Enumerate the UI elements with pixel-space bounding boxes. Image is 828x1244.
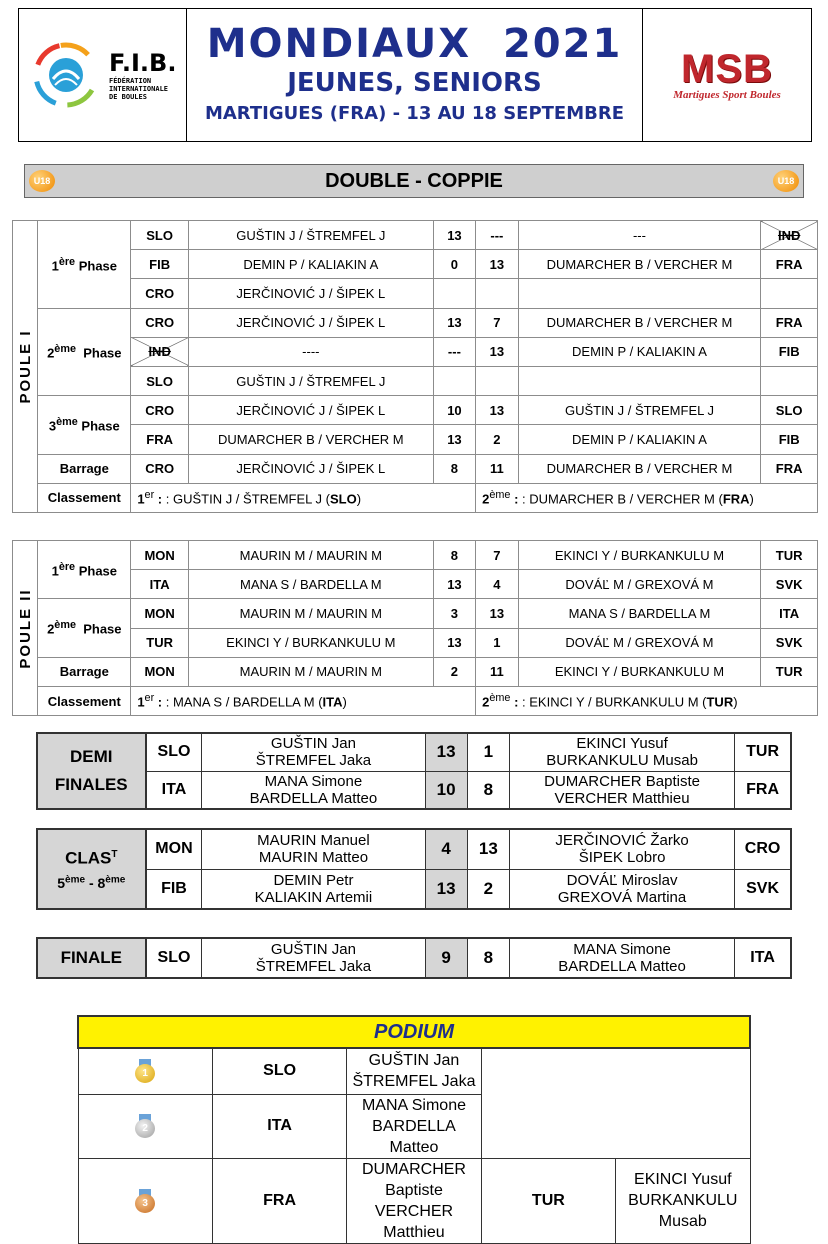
team-name: JERČINOVIĆ J / ŠIPEK L (188, 454, 433, 483)
msb-logo-text: MSB (681, 47, 773, 91)
score (476, 279, 518, 308)
country-code: ITA (212, 1094, 346, 1158)
score: 13 (433, 221, 475, 250)
table-row (13, 657, 818, 686)
country-code: MON (146, 829, 202, 869)
silver-medal-icon: 2 (78, 1094, 212, 1158)
table-row (13, 337, 818, 366)
classement-row (13, 483, 818, 512)
team-players: MAURIN Manuel MAURIN Matteo (202, 829, 425, 869)
phase-label: 2ème Phase (38, 599, 131, 657)
country-code: SLO (761, 396, 818, 425)
score: 7 (476, 541, 518, 570)
country-code: FIB (146, 869, 202, 909)
phase-label: 1ère Phase (38, 541, 131, 599)
table-row (37, 733, 791, 771)
fib-logo-sub: FÉDÉRATION (109, 77, 152, 85)
country-code: FIB (131, 250, 189, 279)
team-players: EKINCI Yusuf BURKANKULU Musab (616, 1158, 750, 1243)
team-name (518, 279, 761, 308)
classement-second: 2ème : : EKINCI Y / BURKANKULU M (TUR) (476, 686, 818, 715)
score: 8 (467, 771, 509, 809)
classement-label: Classement (38, 483, 131, 512)
team-players: GUŠTIN Jan ŠTREMFEL Jaka (347, 1048, 481, 1094)
country-code: SVK (761, 628, 818, 657)
table-row (37, 829, 791, 869)
msb-logo-sub: Martigues Sport Boules (673, 89, 781, 101)
msb-logo (643, 9, 811, 141)
country-code: FIB (761, 337, 818, 366)
country-code: CRO (131, 279, 189, 308)
u18-badge-icon: U18 (773, 170, 799, 192)
country-code: TUR (761, 541, 818, 570)
score: 13 (476, 599, 518, 628)
team-name: DOVÁĽ M / GREXOVÁ M (518, 628, 761, 657)
table-row (13, 221, 818, 250)
country-code: FRA (761, 250, 818, 279)
phase-label: 2ème Phase (38, 308, 131, 396)
barrage-label: Barrage (38, 657, 131, 686)
score: --- (476, 221, 518, 250)
team-players: MANA Simone BARDELLA Matteo (202, 771, 425, 809)
team-players: JERČINOVIĆ Žarko ŠIPEK Lobro (509, 829, 734, 869)
score: 13 (433, 425, 475, 454)
country-code: CRO (131, 396, 189, 425)
country-code: SLO (131, 366, 189, 395)
team-name: GUŠTIN J / ŠTREMFEL J (188, 366, 433, 395)
team-players: MANA Simone BARDELLA Matteo (347, 1094, 481, 1158)
score: 10 (425, 771, 467, 809)
table-row (13, 396, 818, 425)
country-code: MON (131, 541, 189, 570)
team-name: MAURIN M / MAURIN M (188, 657, 433, 686)
team-name: DEMIN P / KALIAKIN A (518, 425, 761, 454)
demi-finales-table (36, 732, 792, 810)
score: 11 (476, 657, 518, 686)
header (18, 8, 812, 142)
score (433, 366, 475, 395)
score: 3 (433, 599, 475, 628)
team-name: DEMIN P / KALIAKIN A (188, 250, 433, 279)
score: 10 (433, 396, 475, 425)
demi-finales-label: DEMI FINALES (37, 733, 146, 809)
finale-table (36, 937, 792, 979)
country-code: SVK (735, 869, 791, 909)
gold-medal-icon: 1 (78, 1048, 212, 1094)
country-code: FRA (212, 1158, 346, 1243)
score: 4 (425, 829, 467, 869)
poule-2-table (12, 540, 818, 716)
team-players: MANA Simone BARDELLA Matteo (509, 938, 734, 978)
table-row (37, 938, 791, 978)
score: 13 (425, 869, 467, 909)
score: 13 (476, 396, 518, 425)
score: 13 (467, 829, 509, 869)
table-row (13, 250, 818, 279)
team-players: DEMIN Petr KALIAKIN Artemii (202, 869, 425, 909)
table-row (13, 425, 818, 454)
country-code: MON (131, 657, 189, 686)
page-subtitle: JEUNES, SENIORS (287, 68, 542, 98)
team-players: DUMARCHER Baptiste VERCHER Matthieu (347, 1158, 481, 1243)
classement-5-8-table (36, 828, 792, 910)
bronze-medal-icon: 3 (78, 1158, 212, 1243)
country-code: TUR (735, 733, 791, 771)
score: 2 (476, 425, 518, 454)
phase-label: 3ème Phase (38, 396, 131, 454)
team-name: DUMARCHER B / VERCHER M (518, 308, 761, 337)
table-row (13, 308, 818, 337)
phase-label: 1ère Phase (38, 221, 131, 309)
score: 13 (433, 628, 475, 657)
score (433, 279, 475, 308)
team-name: DEMIN P / KALIAKIN A (518, 337, 761, 366)
score: 0 (433, 250, 475, 279)
fib-logo (19, 9, 187, 141)
country-code: ITA (146, 771, 202, 809)
score: 13 (433, 308, 475, 337)
podium-header-row (78, 1016, 750, 1048)
fib-logo-sub: DE BOULES (109, 93, 147, 101)
country-code: MON (131, 599, 189, 628)
score: 1 (467, 733, 509, 771)
finale-label: FINALE (37, 938, 146, 978)
fib-emblem-icon (33, 33, 99, 117)
table-row (13, 454, 818, 483)
score: 8 (433, 454, 475, 483)
fib-logo-sub: INTERNATIONALE (109, 85, 169, 93)
team-players: EKINCI Yusuf BURKANKULU Musab (509, 733, 734, 771)
team-name: EKINCI Y / BURKANKULU M (518, 657, 761, 686)
country-code: TUR (761, 657, 818, 686)
country-code: FIB (761, 425, 818, 454)
country-code: FRA (761, 454, 818, 483)
event-title: DOUBLE - COPPIE (325, 169, 503, 192)
team-name: JERČINOVIĆ J / ŠIPEK L (188, 279, 433, 308)
table-row (37, 869, 791, 909)
team-players: GUŠTIN Jan ŠTREMFEL Jaka (202, 733, 425, 771)
country-code (761, 366, 818, 395)
podium-empty-cell (481, 1048, 750, 1158)
score: --- (433, 337, 475, 366)
team-name: DUMARCHER B / VERCHER M (518, 250, 761, 279)
country-code: TUR (481, 1158, 615, 1243)
team-name: MANA S / BARDELLA M (188, 570, 433, 599)
u18-badge-icon: U18 (29, 170, 55, 192)
country-code (761, 279, 818, 308)
team-name: MAURIN M / MAURIN M (188, 599, 433, 628)
score: 13 (476, 250, 518, 279)
classement-label: Classement (38, 686, 131, 715)
score: 7 (476, 308, 518, 337)
barrage-label: Barrage (38, 454, 131, 483)
country-code-crossed: IND (131, 337, 189, 366)
country-code: SVK (761, 570, 818, 599)
score: 4 (476, 570, 518, 599)
team-name: --- (518, 221, 761, 250)
team-players: DUMARCHER Baptiste VERCHER Matthieu (509, 771, 734, 809)
score: 8 (467, 938, 509, 978)
country-code: FRA (131, 425, 189, 454)
poule-label: POULE II (13, 541, 38, 716)
classement-5-8-label: $CLAS^T$ 5ème - 8ème (37, 829, 146, 909)
table-row (13, 366, 818, 395)
country-code: ITA (735, 938, 791, 978)
score: 9 (425, 938, 467, 978)
score: 13 (476, 337, 518, 366)
team-name (518, 366, 761, 395)
team-name: ---- (188, 337, 433, 366)
country-code-crossed: IND (761, 221, 818, 250)
table-row (13, 541, 818, 570)
podium-title: PODIUM (78, 1016, 750, 1048)
team-name: EKINCI Y / BURKANKULU M (518, 541, 761, 570)
classement-first: 1er : : GUŠTIN J / ŠTREMFEL J (SLO) (131, 483, 476, 512)
team-players: DOVÁĽ Miroslav GREXOVÁ Martina (509, 869, 734, 909)
score: 11 (476, 454, 518, 483)
event-bar (24, 164, 804, 198)
score: 2 (467, 869, 509, 909)
team-name: GUŠTIN J / ŠTREMFEL J (518, 396, 761, 425)
classement-first: 1er : : MANA S / BARDELLA M (ITA) (131, 686, 476, 715)
table-row (13, 599, 818, 628)
team-name: DOVÁĽ M / GREXOVÁ M (518, 570, 761, 599)
classement-second: 2ème : : DUMARCHER B / VERCHER M (FRA) (476, 483, 818, 512)
score: 13 (425, 733, 467, 771)
team-name: EKINCI Y / BURKANKULU M (188, 628, 433, 657)
country-code: FRA (761, 308, 818, 337)
country-code: SLO (131, 221, 189, 250)
country-code: ITA (131, 570, 189, 599)
country-code: SLO (146, 938, 202, 978)
page-title: MONDIAUX 2021 (206, 21, 623, 67)
country-code: FRA (735, 771, 791, 809)
country-code: CRO (131, 308, 189, 337)
table-row (13, 628, 818, 657)
team-name: MAURIN M / MAURIN M (188, 541, 433, 570)
table-row (13, 279, 818, 308)
fib-logo-text: F.I.B. (109, 49, 177, 77)
poule-1-table (12, 220, 818, 513)
score: 2 (433, 657, 475, 686)
title-box (187, 9, 643, 141)
classement-row (13, 686, 818, 715)
score (476, 366, 518, 395)
podium-row-bronze (78, 1158, 750, 1243)
country-code: ITA (761, 599, 818, 628)
score: 8 (433, 541, 475, 570)
team-name: JERČINOVIĆ J / ŠIPEK L (188, 308, 433, 337)
team-name: DUMARCHER B / VERCHER M (518, 454, 761, 483)
podium-row-gold (78, 1048, 750, 1094)
country-code: CRO (735, 829, 791, 869)
event-location-dates: MARTIGUES (FRA) - 13 AU 18 SEPTEMBRE (204, 103, 625, 124)
team-name: JERČINOVIĆ J / ŠIPEK L (188, 396, 433, 425)
country-code: CRO (131, 454, 189, 483)
poule-label: POULE I (13, 221, 38, 513)
team-name: DUMARCHER B / VERCHER M (188, 425, 433, 454)
score: 13 (433, 570, 475, 599)
team-name: GUŠTIN J / ŠTREMFEL J (188, 221, 433, 250)
country-code: TUR (131, 628, 189, 657)
team-players: GUŠTIN Jan ŠTREMFEL Jaka (202, 938, 425, 978)
country-code: SLO (212, 1048, 346, 1094)
country-code: SLO (146, 733, 202, 771)
team-name: MANA S / BARDELLA M (518, 599, 761, 628)
table-row (37, 771, 791, 809)
score: 1 (476, 628, 518, 657)
table-row (13, 570, 818, 599)
podium-table (77, 1015, 751, 1244)
